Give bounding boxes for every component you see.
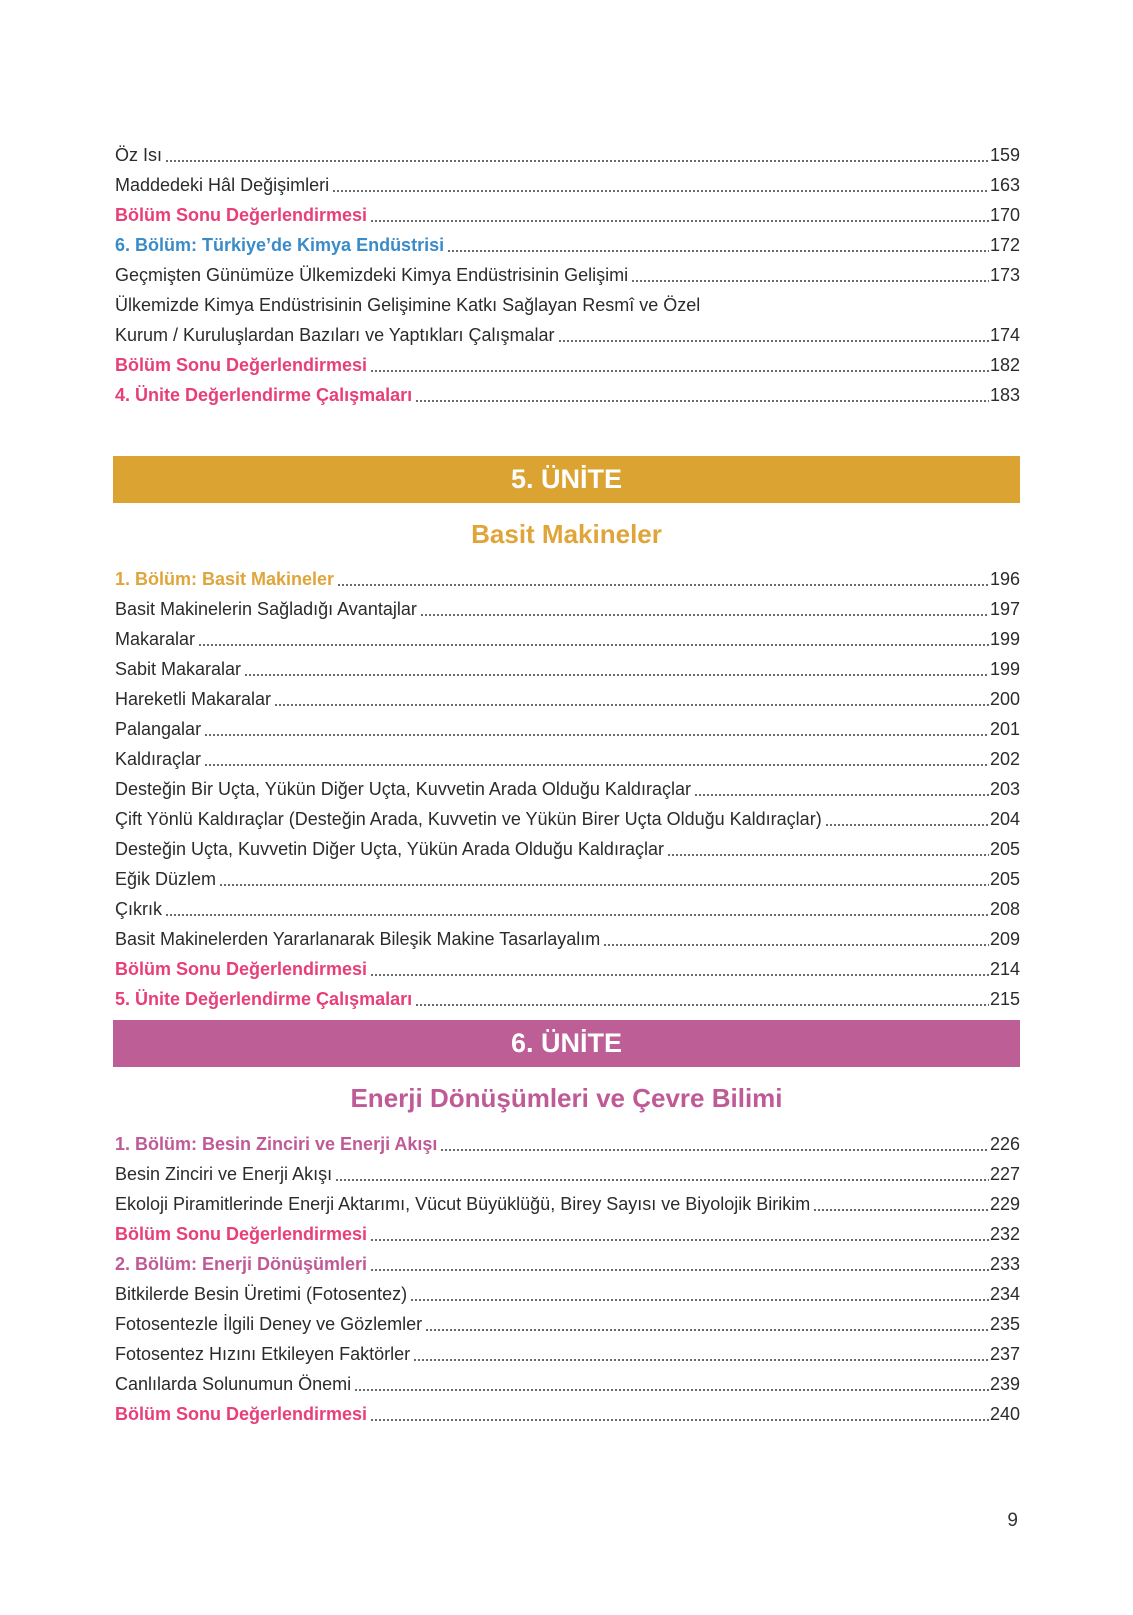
- toc-entry-title: Hareketli Makaralar: [115, 689, 272, 709]
- toc-entry-page-number: 237: [989, 1344, 1020, 1364]
- toc-entry[interactable]: [115, 680, 1020, 710]
- unit-5-title: Basit Makineler: [471, 519, 662, 549]
- dot-leader: [558, 340, 989, 342]
- toc-entry-page-number: 205: [989, 869, 1020, 889]
- toc-entry-page-number: 234: [989, 1284, 1020, 1304]
- toc-entry[interactable]: [115, 1335, 1020, 1365]
- toc-entry-page-number: 159: [989, 145, 1020, 165]
- dot-leader: [425, 1329, 989, 1331]
- dot-leader: [165, 914, 989, 916]
- toc-entry[interactable]: [115, 1395, 1020, 1425]
- toc-entry-page-number: 201: [989, 719, 1020, 739]
- toc-entry-page-number: 233: [989, 1254, 1020, 1274]
- toc-entry[interactable]: [115, 770, 1020, 800]
- toc-entry-title: Desteğin Uçta, Kuvvetin Diğer Uçta, Yükün Arada Olduğu Kaldıraçlar: [115, 839, 664, 859]
- dot-leader: [204, 734, 989, 736]
- dot-leader: [825, 824, 989, 826]
- toc-entry[interactable]: [115, 256, 1020, 286]
- toc-entry[interactable]: [115, 1215, 1020, 1245]
- toc-entry-title: Geçmişten Günümüze Ülkemizdeki Kimya Endüstrisinin Gelişimi: [115, 265, 629, 285]
- toc-entry-title: 1. Bölüm: Basit Makineler: [115, 569, 335, 589]
- toc-entry[interactable]: [115, 980, 1020, 1010]
- dot-leader: [204, 764, 989, 766]
- toc-entry-title: 2. Bölüm: Enerji Dönüşümleri: [115, 1254, 368, 1274]
- dot-leader: [370, 220, 989, 222]
- toc-entry-title: Bölüm Sonu Değerlendirmesi: [115, 1224, 368, 1244]
- unit-5-banner: [113, 456, 1020, 503]
- toc-entry-page-number: 227: [989, 1164, 1020, 1184]
- toc-entry-title: Makaralar: [115, 629, 196, 649]
- toc-entry-page-number: 229: [989, 1194, 1020, 1214]
- unit-6-title: Enerji Dönüşümleri ve Çevre Bilimi: [350, 1083, 783, 1113]
- toc-entry[interactable]: [115, 166, 1020, 196]
- toc-entry[interactable]: [115, 1125, 1020, 1155]
- dot-leader: [337, 584, 989, 586]
- toc-entry-page-number: 182: [989, 355, 1020, 375]
- toc-entry-page-number: 203: [989, 779, 1020, 799]
- toc-entry-page-number: 208: [989, 899, 1020, 919]
- toc-entry[interactable]: [115, 1365, 1020, 1395]
- toc-entry-title: Bölüm Sonu Değerlendirmesi: [115, 1404, 368, 1424]
- toc-entry-title: Palangalar: [115, 719, 202, 739]
- toc-entry[interactable]: [115, 830, 1020, 860]
- toc-entry-page-number: 199: [989, 659, 1020, 679]
- toc-entry[interactable]: [115, 740, 1020, 770]
- unit-5-banner-label: 5. ÜNİTE: [510, 464, 623, 494]
- toc-entry[interactable]: [115, 650, 1020, 680]
- toc-entry[interactable]: [115, 1185, 1020, 1215]
- toc-entry[interactable]: [115, 920, 1020, 950]
- dot-leader: [413, 1359, 989, 1361]
- dot-leader: [370, 1419, 989, 1421]
- toc-entry-page-number: 239: [989, 1374, 1020, 1394]
- toc-entry-title: Çift Yönlü Kaldıraçlar (Desteğin Arada, Kuvvetin ve Yükün Birer Uçta Olduğu Kaldıraçlar): [115, 809, 822, 829]
- dot-leader: [219, 884, 989, 886]
- toc-entry[interactable]: [115, 346, 1020, 376]
- toc-entry-page-number: 240: [989, 1404, 1020, 1424]
- toc-entry[interactable]: [115, 710, 1020, 740]
- toc-entry[interactable]: [115, 1155, 1020, 1185]
- toc-entry[interactable]: [115, 950, 1020, 980]
- toc-entry-title: Besin Zinciri ve Enerji Akışı: [115, 1164, 333, 1184]
- dot-leader: [370, 1239, 989, 1241]
- toc-entry-page-number: 202: [989, 749, 1020, 769]
- toc-entry[interactable]: [115, 590, 1020, 620]
- dot-leader: [694, 794, 989, 796]
- dot-leader: [335, 1179, 989, 1181]
- toc-entry-page-number: 226: [989, 1134, 1020, 1154]
- toc-entry-title: 1. Bölüm: Besin Zinciri ve Enerji Akışı: [115, 1134, 438, 1154]
- toc-entry-title: Bölüm Sonu Değerlendirmesi: [115, 355, 368, 375]
- toc-entry-page-number: 174: [989, 325, 1020, 345]
- dot-leader: [370, 974, 989, 976]
- toc-entry-title: Bölüm Sonu Değerlendirmesi: [115, 205, 368, 225]
- toc-entry-title: Ülkemizde Kimya Endüstrisinin Gelişimine Katkı Sağlayan Resmî ve Özel: [115, 295, 701, 315]
- toc-entry-title: Fotosentez Hızını Etkileyen Faktörler: [115, 1344, 411, 1364]
- toc-entry[interactable]: [115, 376, 1020, 406]
- toc-entry[interactable]: [115, 196, 1020, 226]
- toc-entry-title: Canlılarda Solunumun Önemi: [115, 1374, 352, 1394]
- toc-entry-page-number: 215: [989, 989, 1020, 1009]
- toc-entry[interactable]: [115, 136, 1020, 166]
- toc-entry-page-number: 196: [989, 569, 1020, 589]
- toc-section-unit4-end: [115, 136, 1020, 406]
- dot-leader: [354, 1389, 989, 1391]
- unit-6-banner-label: 6. ÜNİTE: [510, 1028, 623, 1058]
- toc-entry[interactable]: [115, 620, 1020, 650]
- toc-entry-title: Basit Makinelerden Yararlanarak Bileşik Makine Tasarlayalım: [115, 929, 601, 949]
- toc-entry-page-number: 163: [989, 175, 1020, 195]
- toc-entry-title: Öz Isı: [115, 145, 163, 165]
- dot-leader: [603, 944, 989, 946]
- toc-entry[interactable]: [115, 316, 1020, 346]
- toc-entry-page-number: 204: [989, 809, 1020, 829]
- toc-entry-page-number: 197: [989, 599, 1020, 619]
- toc-section-unit6: [115, 1125, 1020, 1425]
- toc-entry[interactable]: [115, 1275, 1020, 1305]
- toc-entry-title: Kurum / Kuruluşlardan Bazıları ve Yaptıkları Çalışmalar: [115, 325, 555, 345]
- dot-leader: [420, 614, 989, 616]
- toc-entry-page-number: 172: [989, 235, 1020, 255]
- toc-entry-page-number: 232: [989, 1224, 1020, 1244]
- toc-entry[interactable]: [115, 860, 1020, 890]
- dot-leader: [332, 190, 989, 192]
- toc-entry-page-number: 173: [989, 265, 1020, 285]
- toc-entry-title: Ekoloji Piramitlerinde Enerji Aktarımı, Vücut Büyüklüğü, Birey Sayısı ve Biyolojik Birikim: [115, 1194, 811, 1214]
- toc-entry-page-number: 200: [989, 689, 1020, 709]
- dot-leader: [667, 854, 989, 856]
- toc-entry-page-number: 205: [989, 839, 1020, 859]
- toc-entry-title: Maddedeki Hâl Değişimleri: [115, 175, 330, 195]
- toc-entry-page-number: 199: [989, 629, 1020, 649]
- dot-leader: [440, 1149, 989, 1151]
- dot-leader: [370, 1269, 989, 1271]
- toc-entry-title: Bitkilerde Besin Üretimi (Fotosentez): [115, 1284, 408, 1304]
- dot-leader: [410, 1299, 989, 1301]
- unit-6-banner: [113, 1020, 1020, 1067]
- toc-entry-title: Basit Makinelerin Sağladığı Avantajlar: [115, 599, 417, 619]
- toc-entry-title: Fotosentezle İlgili Deney ve Gözlemler: [115, 1314, 423, 1334]
- dot-leader: [415, 400, 989, 402]
- dot-leader: [447, 250, 989, 252]
- toc-entry[interactable]: [115, 800, 1020, 830]
- toc-entry-page-number: 235: [989, 1314, 1020, 1334]
- toc-entry-page-number: 183: [989, 385, 1020, 405]
- toc-entry[interactable]: [115, 560, 1020, 590]
- toc-entry[interactable]: [115, 286, 1020, 316]
- dot-leader: [274, 704, 989, 706]
- dot-leader: [415, 1004, 989, 1006]
- toc-entry-page-number: 214: [989, 959, 1020, 979]
- dot-leader: [198, 644, 989, 646]
- dot-leader: [370, 370, 989, 372]
- dot-leader: [165, 160, 989, 162]
- toc-entry[interactable]: [115, 890, 1020, 920]
- toc-entry-title: 6. Bölüm: Türkiye’de Kimya Endüstrisi: [115, 235, 445, 255]
- toc-entry-title: 5. Ünite Değerlendirme Çalışmaları: [115, 989, 413, 1009]
- toc-entry-title: 4. Ünite Değerlendirme Çalışmaları: [115, 385, 413, 405]
- toc-entry-title: Eğik Düzlem: [115, 869, 217, 889]
- toc-entry-title: Bölüm Sonu Değerlendirmesi: [115, 959, 368, 979]
- toc-entry-title: Çıkrık: [115, 899, 162, 919]
- toc-entry-page-number: 209: [989, 929, 1020, 949]
- page-number: 9: [1007, 1510, 1018, 1531]
- toc-entry[interactable]: [115, 1305, 1020, 1335]
- toc-entry-title: Sabit Makaralar: [115, 659, 242, 679]
- toc-entry[interactable]: [115, 1245, 1020, 1275]
- toc-entry-page-number: 170: [989, 205, 1020, 225]
- toc-entry[interactable]: [115, 226, 1020, 256]
- toc-entry-title: Kaldıraçlar: [115, 749, 202, 769]
- dot-leader: [813, 1209, 989, 1211]
- toc-entry-title: Desteğin Bir Uçta, Yükün Diğer Uçta, Kuvvetin Arada Olduğu Kaldıraçlar: [115, 779, 691, 799]
- dot-leader: [244, 674, 989, 676]
- toc-section-unit5: [115, 560, 1020, 1010]
- dot-leader: [631, 280, 989, 282]
